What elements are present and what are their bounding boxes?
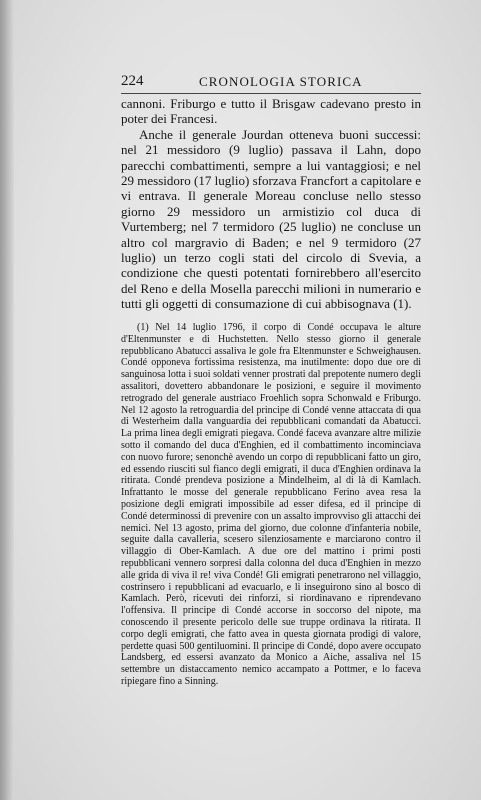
page-number: 224 (121, 73, 144, 89)
paragraph-continued: cannoni. Friburgo e tutto il Brisgaw cadevano presto in poter dei Francesi. (121, 96, 421, 127)
header-rule (121, 93, 421, 94)
page-header (121, 73, 421, 91)
paragraph-jourdan: Anche il generale Jourdan otteneva buoni successi: nel 21 messidoro (9 luglio) passava il Lahn, dopo parecchi combattimenti, sempre a lui vantaggiosi; e nel 29 messidoro (17 luglio) sforzava Francfort a capitolare e vi entrava. Il generale Moreau concluse nello stesso giorno 29 messidoro un armistizio col duca di Vurtemberg; nel 7 termidoro (25 luglio) ne concluse un altro col margravio di Baden; e nel 9 termidoro (27 luglio) un terzo cogli stati del circolo di Svevia, a condizione che questi potentati fornirebbero all'esercito del Reno e della Mosella parecchi milioni in numerario e tutti gli oggetti di consumazione di cui abbisognava (1). (121, 126, 421, 312)
main-text (121, 96, 421, 312)
footnote-text: (1) Nel 14 luglio 1796, il corpo di Condé occupava le alture d'Eltenmunster e di Huchstetten. Nello stesso giorno il generale repubblicano Abatucci assaliva le gole fra Eltenmunster e Schweighausen. Condé opponeva fortissima resistenza, ma inutilmente: dopo due ore di sanguinosa lotta i suoi soldati venner prostrati dal prepotente numero degli assalitori, dovettero abbandonare le posizioni, e seguire il movimento retrogrado del generale austriaco Froehlich sopra Schonwald e Friburgo. Nel 12 agosto la retroguardia del principe di Condé venne attaccata di qua di Westerheim dalla vanguardia dei repubblicani comandati da Abatucci. La prima linea degli emigrati piegava. Condé faceva avanzare altre milizie sotto il comando del duca d'Enghien, ed il combattimento incominciava con nuovo furore; senonchè avendo un corpo di repubblicani fatto un giro, ed essendo riusciti sul fianco degli emigrati, il duca d'Enghien ordinava la ritirata. Condé prendeva posizione a Mindelheim, al di là di Kamlach. Infrattanto le mosse del generale repubblicano Ferino avea resa la posizione degli emigrati impossibile ad esser difesa, ed il principe di Condé determinossi di prevenire con un assalto improvviso gli attacchi dei nemici. Nel 13 agosto, prima del giorno, due colonne d'infanteria nobile, seguite dalla cavalleria, scesero silenziosamente e marciarono contro il villaggio di Ober-Kamlach. A due ore del mattino i primi posti repubblicani vennero sorpresi dalla colonna del duca d'Enghien in mezzo alle grida di viva il re! viva Condé! Gli emigrati penetrarono nel villaggio, costrinsero i repubblicani ad evacuarlo, e li inseguirono sino al bosco di Kamlach. Però, ricevuti dei rinforzi, si riordinavano e riprendevano l'offensiva. Il principe di Condé accorse in soccorso del nipote, ma conoscendo il presente pericolo delle sue truppe ordinava la ritirata. Il corpo degli emigrati, che fatto avea in questa giornata prodigi di valore, perdette quasi 500 gentiluomini. Il principe di Condé, dopo avere occupato Landsberg, ed essersi avanzato da Monico a Aiche, assaliva nel 15 settembre un distaccamento nemico accampato a Pottmer, e lo faceva ripiegare fino a Sinning. (121, 322, 421, 687)
page-edge-shadow (0, 0, 14, 800)
running-head: CRONOLOGIA STORICA (199, 74, 363, 89)
footnote (121, 322, 421, 688)
